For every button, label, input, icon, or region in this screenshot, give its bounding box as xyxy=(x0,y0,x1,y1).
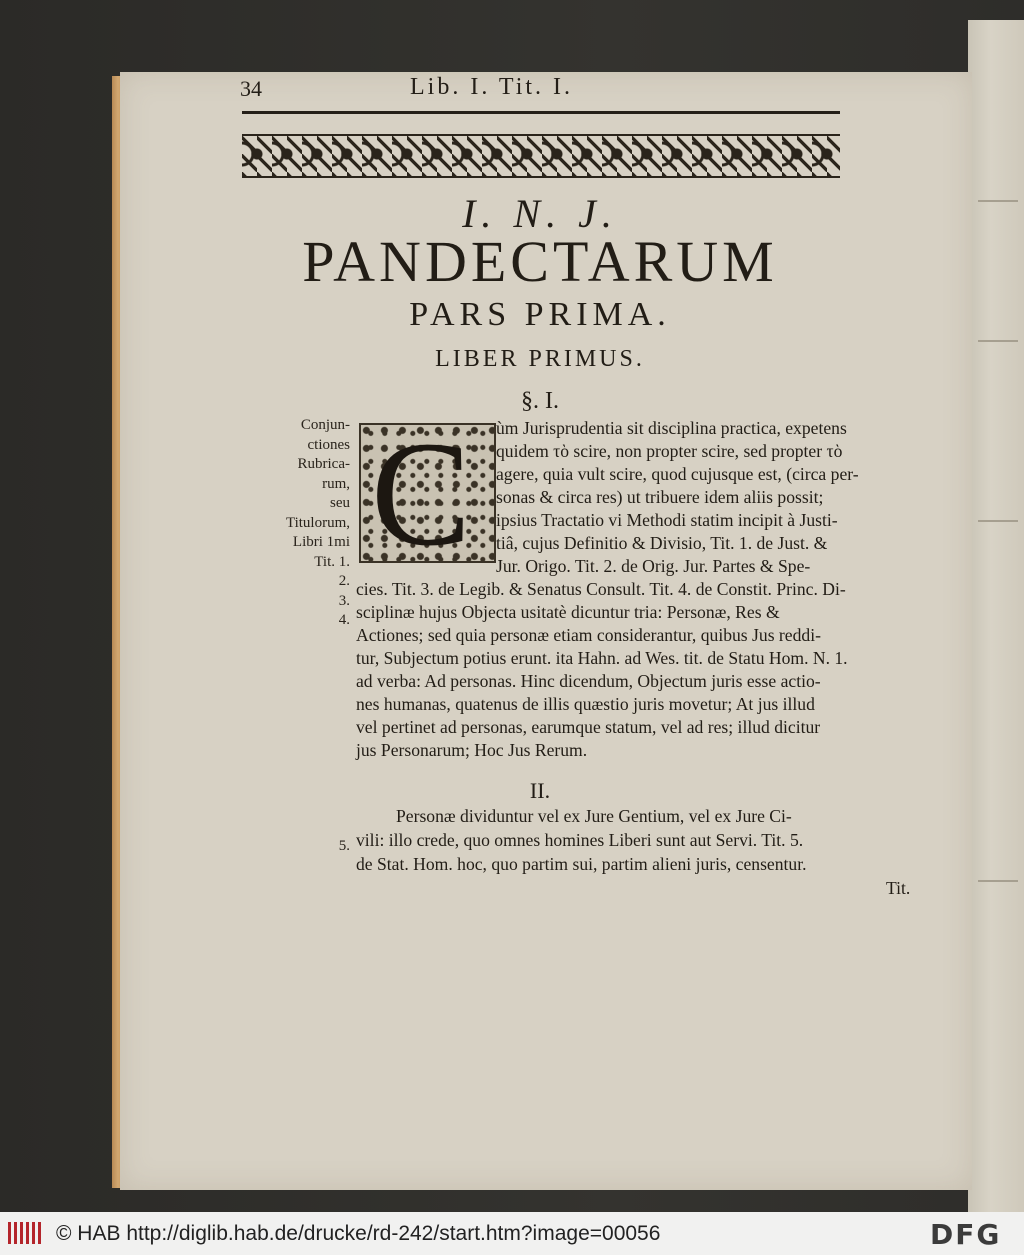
page-title: PANDECTARUM xyxy=(302,229,778,294)
text-line: Personæ dividuntur vel ex Jure Gentium, vel ex Jure Ci- xyxy=(396,806,792,826)
text-line: ùm Jurisprudentia sit disciplina practica, expetens xyxy=(496,418,847,438)
margin-line: 3. xyxy=(338,592,350,609)
catchword: Tit. xyxy=(886,878,911,898)
margin-line: Conjun- xyxy=(300,417,350,433)
text-line: quidem τὸ scire, non propter scire, sed propter τὸ xyxy=(496,441,843,461)
dfg-logo: DFG xyxy=(930,1218,1002,1251)
decorated-initial xyxy=(359,411,496,577)
running-title: Lib. I. Tit. I. xyxy=(410,74,574,100)
page-number: 34 xyxy=(240,76,262,101)
text-line: vili: illo crede, quo omnes homines Liberi sunt aut Servi. Tit. 5. xyxy=(356,830,804,850)
facing-page-edge xyxy=(968,20,1024,1212)
margin-line: Libri 1mi xyxy=(292,534,350,550)
margin-line: seu xyxy=(330,495,350,511)
text-line: tiâ, cujus Definitio & Divisio, Tit. 1. de Just. & xyxy=(496,533,828,553)
text-line: cies. Tit. 3. de Legib. & Senatus Consult. Tit. 4. de Constit. Princ. Di- xyxy=(356,579,846,599)
margin-line: 4. xyxy=(338,612,350,628)
text-line: ad verba: Ad personas. Hinc dicendum, Objectum juris esse actio- xyxy=(356,671,821,691)
header-rule xyxy=(242,111,840,114)
margin-line: Titulorum, xyxy=(285,514,350,531)
ornamental-band xyxy=(242,134,840,178)
text-line: sonas & circa res) ut tribuere idem aliis possit; xyxy=(496,487,824,507)
text-line: sciplinæ hujus Objecta usitatè dicuntur tria: Personæ, Res & xyxy=(356,602,780,622)
margin-line: ctiones xyxy=(307,436,350,453)
section-heading-1: §. I. xyxy=(521,388,559,414)
book-heading: LIBER PRIMUS. xyxy=(435,346,645,372)
hab-logo-icon xyxy=(6,1218,46,1248)
text-line: agere, quia vult scire, quod cujusque est, (circa per- xyxy=(496,464,859,484)
margin-line: rum, xyxy=(322,475,350,492)
text-line: ipsius Tractatio vi Methodi statim incipit à Justi- xyxy=(496,510,838,530)
text-line: Actiones; sed quia personæ etiam considerantur, quibus Jus reddi- xyxy=(356,625,821,645)
dropcap-letter: C xyxy=(371,411,472,577)
text-line: Jur. Origo. Tit. 2. de Orig. Jur. Partes & Spe- xyxy=(496,556,811,576)
margin-number-5: 5. xyxy=(338,838,350,854)
running-head xyxy=(240,72,840,112)
margin-line: Tit. 1. xyxy=(314,553,350,570)
margin-line: 2. xyxy=(338,573,350,589)
margin-note xyxy=(140,416,350,631)
source-link[interactable]: © HAB http://diglib.hab.de/drucke/rd-242/start.htm?image=00056 xyxy=(56,1222,661,1245)
text-line: tur, Subjectum potius erunt. ita Hahn. ad Wes. tit. de Statu Hom. N. 1. xyxy=(356,648,848,668)
margin-line: Rubrica- xyxy=(297,456,350,472)
page-subtitle: PARS PRIMA. xyxy=(409,296,671,333)
text-line: jus Personarum; Hoc Jus Rerum. xyxy=(356,740,588,760)
invocation-initials: I. N. J. xyxy=(462,191,618,236)
text-line: vel pertinet ad personas, earumque statum, vel ad res; illud dicitur xyxy=(356,717,821,737)
section-heading-2: II. xyxy=(529,778,551,803)
text-line: nes humanas, quatenus de illis quæstio juris movetur; At jus illud xyxy=(356,694,815,714)
viewer-footer xyxy=(0,1212,1024,1255)
text-line: de Stat. Hom. hoc, quo partim sui, partim alieni juris, censentur. xyxy=(356,854,807,874)
